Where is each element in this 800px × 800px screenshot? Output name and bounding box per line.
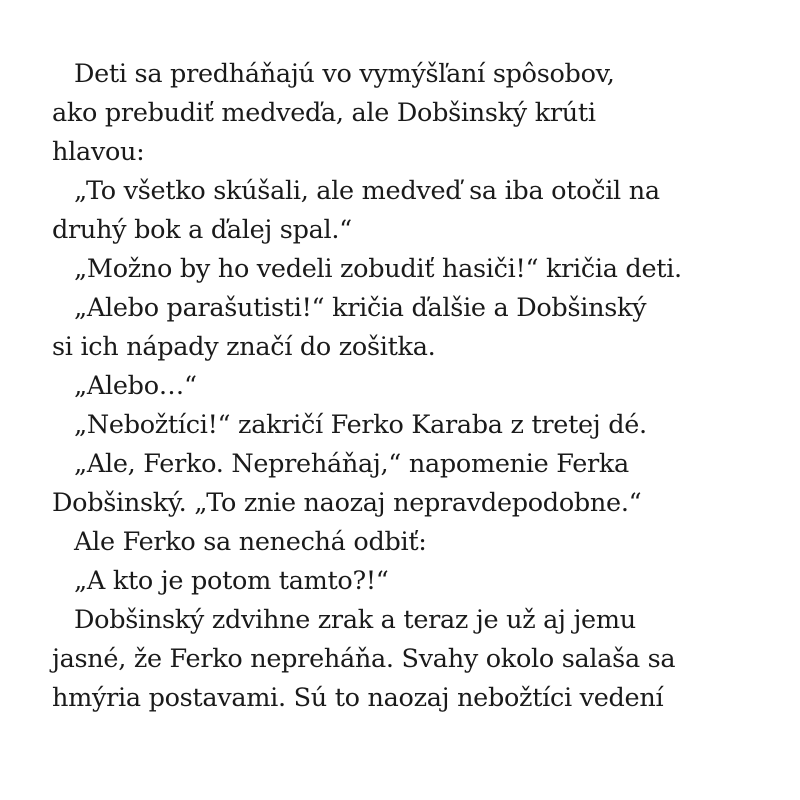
- body-text: [52, 55, 760, 718]
- text-line: „Možno by ho vedeli zobudiť hasiči!“ kričia deti.: [74, 254, 682, 284]
- text-line: Dobšinský zdvihne zrak a teraz je už aj jemu: [74, 605, 636, 635]
- text-line: hmýria postavami. Sú to naozaj nebožtíci vedení: [52, 683, 664, 713]
- text-line: „Ale, Ferko. Nepreháňaj,“ napomenie Ferka: [74, 449, 629, 479]
- text-line: „Alebo parašutisti!“ kričia ďalšie a Dobšinský: [74, 293, 647, 323]
- text-line: si ich nápady značí do zošitka.: [52, 332, 436, 362]
- text-line: jasné, že Ferko nepreháňa. Svahy okolo salaša sa: [52, 644, 676, 674]
- text-line: Dobšinský. „To znie naozaj nepravdepodobne.“: [52, 488, 642, 518]
- text-line: hlavou:: [52, 137, 145, 167]
- text-line: „Nebožtíci!“ zakričí Ferko Karaba z tretej dé.: [74, 410, 647, 440]
- text-line: „A kto je potom tamto?!“: [74, 566, 389, 596]
- text-line: „Alebo…“: [74, 371, 197, 401]
- text-line: „To všetko skúšali, ale medveď sa iba otočil na: [74, 176, 660, 206]
- text-line: druhý bok a ďalej spal.“: [52, 215, 352, 245]
- text-line: Deti sa predháňajú vo vymýšľaní spôsobov,: [74, 59, 615, 89]
- text-line: Ale Ferko sa nenechá odbiť:: [74, 527, 427, 557]
- text-line: ako prebudiť medveďa, ale Dobšinský krúti: [52, 98, 596, 128]
